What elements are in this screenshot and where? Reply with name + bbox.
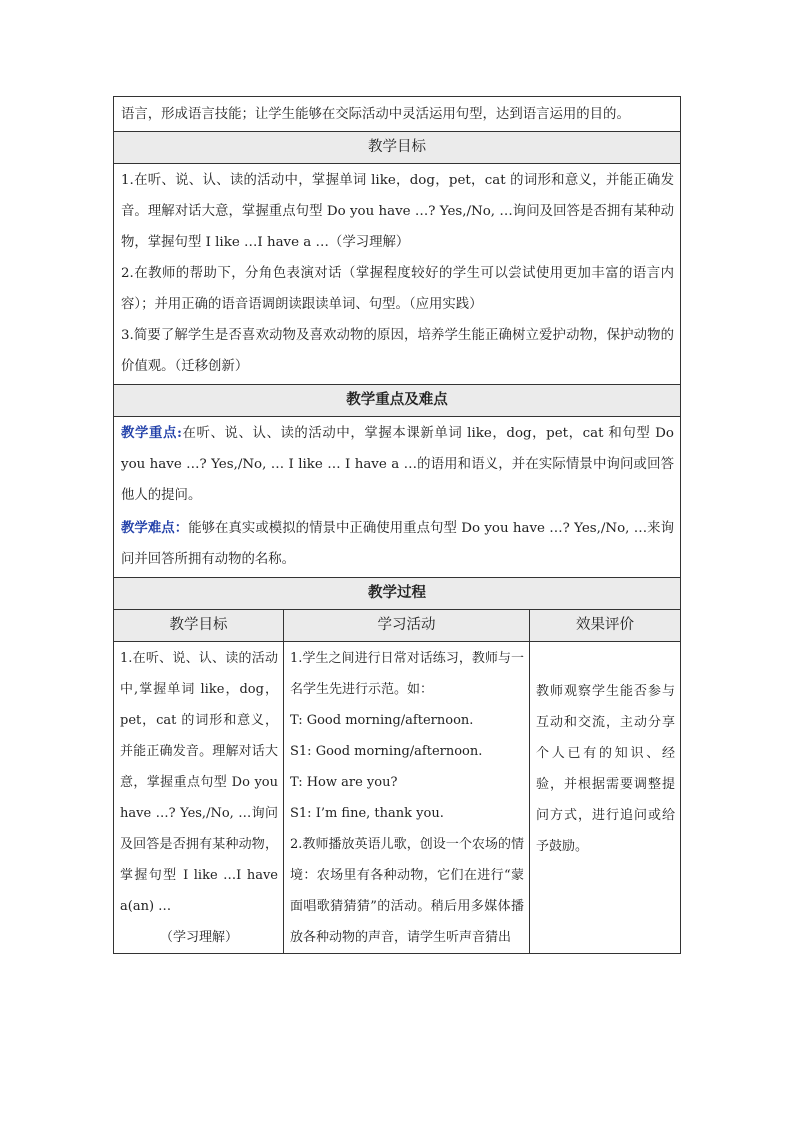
intro-text: 语言，形成语言技能；让学生能够在交际活动中灵活运用句型，达到语言运用的目的。: [121, 107, 630, 122]
process-column-header-row: [114, 610, 681, 642]
key-point-text: 在听、说、认、读的活动中，掌握本课新单词 like，dog，pet，cat 和句型 Do you have …? Yes,/No, … I like … I have a …的语用和语义，并在实际情景中询问或回答他人的提问。: [121, 426, 674, 503]
intro-row: [114, 97, 681, 132]
difficulty-paragraph: [121, 513, 674, 575]
key-point-paragraph: [121, 418, 674, 511]
key-point-label: 教学重点:: [121, 425, 182, 441]
activity-line-2: T: Good morning/afternoon.: [290, 713, 474, 728]
col-header-goal: 教学目标: [114, 610, 284, 642]
lesson-plan-table: [113, 96, 681, 954]
keypoints-title: 教学重点及难点: [114, 385, 681, 417]
process-goal-text: 1.在听、说、认、读的活动中,掌握单词 like，dog，pet，cat 的词形和意义，并能正确发音。理解对话大意，掌握重点句型 Do you have …? Yes,/No, …询问及回答是否拥有某种动物，掌握句型 I like …I have a(an) …: [120, 651, 278, 914]
difficulty-label: 教学难点：: [121, 520, 189, 536]
activity-line-5: S1: I’m fine, thank you.: [290, 806, 444, 821]
goal-item-1: 1.在听、说、认、读的活动中，掌握单词 like，dog，pet，cat 的词形和意义，并能正确发音。理解对话大意，掌握重点句型 Do you have …? Yes,/No, …询问及回答是否拥有某种动物，掌握句型 I like …I have a …（学习理解）: [121, 173, 674, 250]
activity-line-3: S1: Good morning/afternoon.: [290, 744, 483, 759]
lesson-plan-page: [113, 96, 680, 954]
process-title: 教学过程: [114, 578, 681, 610]
keypoints-row: [114, 417, 681, 578]
activity-line-1: 1.学生之间进行日常对话练习，教师与一名学生先进行示范。如：: [290, 651, 524, 697]
activity-line-6: 2.教师播放英语儿歌，创设一个农场的情境：农场里有各种动物，它们在进行“蒙面唱歌猜猜猜”的活动。稍后用多媒体播放各种动物的声音，请学生听声音猜出: [290, 837, 524, 945]
keypoints-header-row: [114, 385, 681, 417]
col-header-activity: 学习活动: [284, 610, 530, 642]
goal-item-2: 2.在教师的帮助下，分角色表演对话（掌握程度较好的学生可以尝试使用更加丰富的语言内容）；并用正确的语音语调朗读跟读单词、句型。（应用实践）: [121, 266, 674, 312]
goal-item-3: 3.简要了解学生是否喜欢动物及喜欢动物的原因，培养学生能正确树立爱护动物，保护动物的价值观。（迁移创新）: [121, 328, 674, 374]
process-header-row: [114, 578, 681, 610]
goals-header-row: [114, 132, 681, 164]
goals-row: [114, 164, 681, 385]
process-goal-tag: （学习理解）: [159, 930, 238, 945]
activity-line-4: T: How are you?: [290, 775, 398, 790]
difficulty-text: 能够在真实或模拟的情景中正确使用重点句型 Do you have …? Yes,/No, …来询问并回答所拥有动物的名称。: [121, 521, 674, 567]
process-row: [114, 642, 681, 954]
process-eval-text: 教师观察学生能否参与互动和交流，主动分享个人已有的知识、经验，并根据需要调整提问方式，进行追问或给予鼓励。: [536, 684, 675, 854]
col-header-eval: 效果评价: [530, 610, 681, 642]
goals-title: 教学目标: [114, 132, 681, 164]
